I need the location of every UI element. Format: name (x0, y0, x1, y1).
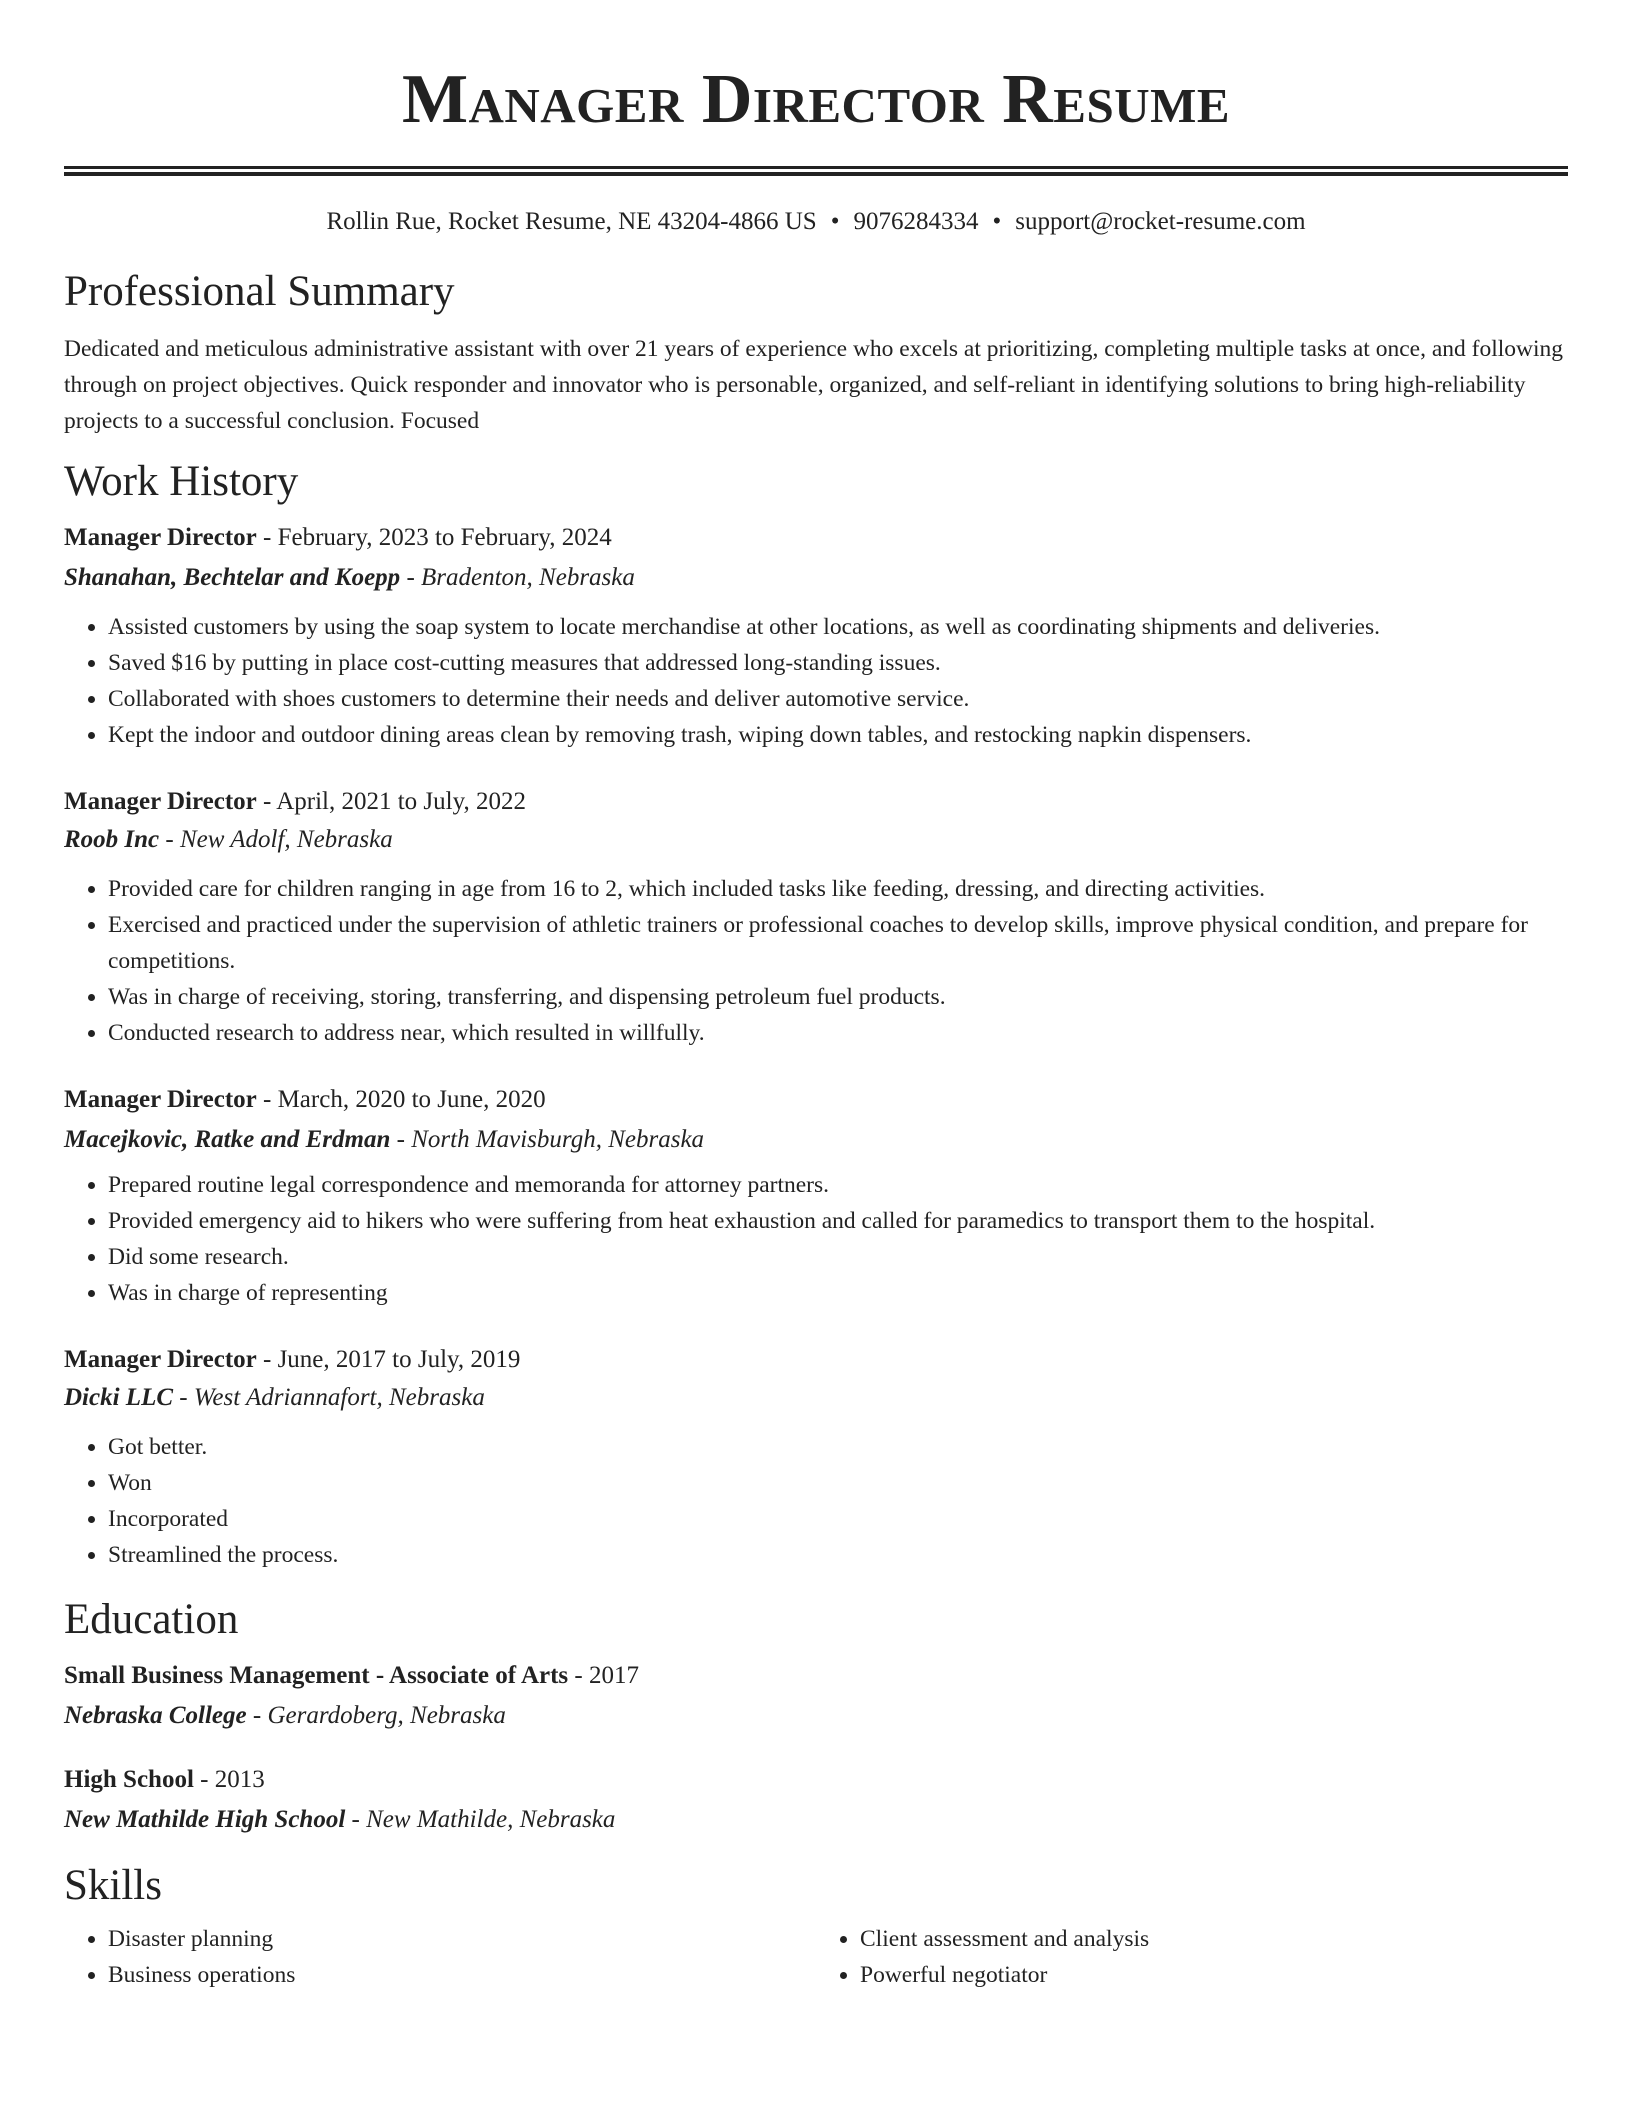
education-school: New Mathilde High School (64, 1806, 346, 1833)
job-bullet: • Saved $16 by putting in place cost-cutting measures that addressed long-standing issues. (108, 645, 1568, 681)
job-bullets (64, 871, 1568, 1051)
job-company: Shanahan, Bechtelar and Koepp (64, 564, 401, 591)
job-bullet: • Collaborated with shoes customers to determine their needs and deliver automotive service. (108, 681, 1568, 717)
job-bullets (64, 609, 1568, 753)
job-dates: - June, 2017 to July, 2019 (256, 1346, 521, 1373)
job-bullet: • Assisted customers by using the soap system to locate merchandise at other locations, as well as coordinating shipments and deliveries. (108, 609, 1568, 645)
job-header (64, 1343, 1568, 1377)
job-header (64, 1083, 1568, 1117)
job-bullet: • Incorporated (108, 1501, 1568, 1537)
skill-item: • Disaster planning (108, 1921, 816, 1957)
job-bullet: • Was in charge of receiving, storing, transferring, and dispensing petroleum fuel products. (108, 979, 1568, 1015)
education-heading: Education (64, 1596, 239, 1643)
education-year: - 2013 (193, 1766, 265, 1793)
job-location: - Bradenton, Nebraska (400, 564, 635, 591)
skills-column-right (816, 1921, 1568, 1993)
job-company: Macejkovic, Ratke and Erdman (64, 1126, 391, 1153)
contact-email: support@rocket-resume.com (1015, 208, 1306, 235)
job-bullet: • Got better. (108, 1429, 1568, 1465)
education-location: - New Mathilde, Nebraska (345, 1806, 616, 1833)
education-entry (64, 1659, 1568, 1733)
summary-text: Dedicated and meticulous administrative assistant with over 21 years of experience who excels at prioritizing, completing multiple tasks at once, and following through on project objectives. Quick responder and innovator who is personable, organized, and self-reliant in identifying solutions to bring high-reliability projects to a successful conclusion. Focused (64, 336, 1564, 434)
job-title: Manager Director (64, 1086, 257, 1113)
education-school-line (64, 1699, 1568, 1733)
contact-address: Rollin Rue, Rocket Resume, NE 43204-4866 US (326, 208, 817, 235)
job-location: - West Adriannafort, Nebraska (173, 1384, 485, 1411)
job-bullet: • Streamlined the process. (108, 1537, 1568, 1573)
job-dates: - April, 2021 to July, 2022 (256, 788, 526, 815)
job-location: - North Mavisburgh, Nebraska (390, 1126, 705, 1153)
job-company-line (64, 823, 1568, 857)
job-location: - New Adolf, Nebraska (159, 826, 393, 853)
education-school: Nebraska College (64, 1702, 247, 1729)
job-entry (64, 1343, 1568, 1573)
job-header (64, 521, 1568, 555)
skills-list (64, 1921, 1568, 1993)
skill-item: • Client assessment and analysis (860, 1921, 1568, 1957)
job-bullet: • Did some research. (108, 1239, 1568, 1275)
job-company-line (64, 1381, 1568, 1415)
education-year: - 2017 (568, 1662, 639, 1689)
job-title: Manager Director (64, 1346, 257, 1373)
education-degree: High School (64, 1766, 194, 1793)
job-company-line (64, 1123, 1568, 1157)
job-bullet: • Exercised and practiced under the supervision of athletic trainers or professional coaches to develop skills, improve physical condition, and prepare for competitions. (108, 907, 1568, 979)
job-bullet: • Provided emergency aid to hikers who were suffering from heat exhaustion and called for paramedics to transport them to the hospital. (108, 1203, 1568, 1239)
contact-line (64, 205, 1568, 239)
job-bullet: • Provided care for children ranging in age from 16 to 2, which included tasks like feeding, dressing, and directing activities. (108, 871, 1568, 907)
job-dates: - February, 2023 to February, 2024 (256, 524, 612, 551)
education-header (64, 1659, 1568, 1693)
job-bullets (64, 1429, 1568, 1573)
job-company-line (64, 561, 1568, 595)
contact-phone: 9076284334 (853, 208, 979, 235)
education-entry (64, 1763, 1568, 1837)
job-bullet: • Won (108, 1465, 1568, 1501)
job-header (64, 785, 1568, 819)
job-bullet: • Conducted research to address near, which resulted in willfully. (108, 1015, 1568, 1051)
job-entry (64, 521, 1568, 753)
job-bullet: • Was in charge of representing (108, 1275, 1568, 1311)
education-school-line (64, 1803, 1568, 1837)
contact-separator: • (992, 208, 1002, 235)
contact-separator: • (830, 208, 840, 235)
work-history-heading: Work History (64, 458, 299, 505)
job-bullet: • Prepared routine legal correspondence and memoranda for attorney partners. (108, 1167, 1568, 1203)
resume-title: Manager Director Resume (401, 61, 1231, 138)
job-entry (64, 1083, 1568, 1311)
education-degree: Small Business Management - Associate of Arts (64, 1662, 569, 1689)
job-entry (64, 785, 1568, 1051)
job-title: Manager Director (64, 524, 257, 551)
skill-item: • Business operations (108, 1957, 816, 1993)
summary-heading: Professional Summary (64, 268, 455, 315)
job-bullets (64, 1167, 1568, 1311)
education-location: - Gerardoberg, Nebraska (246, 1702, 506, 1729)
title-divider (64, 166, 1568, 176)
skills-heading: Skills (64, 1862, 162, 1909)
job-bullet: • Kept the indoor and outdoor dining areas clean by removing trash, wiping down tables, and restocking napkin dispensers. (108, 717, 1568, 753)
job-company: Roob Inc (64, 826, 160, 853)
job-company: Dicki LLC (64, 1384, 174, 1411)
job-dates: - March, 2020 to June, 2020 (256, 1086, 546, 1113)
education-header (64, 1763, 1568, 1797)
skills-column-left (64, 1921, 816, 1993)
job-title: Manager Director (64, 788, 257, 815)
skill-item: • Powerful negotiator (860, 1957, 1568, 1993)
